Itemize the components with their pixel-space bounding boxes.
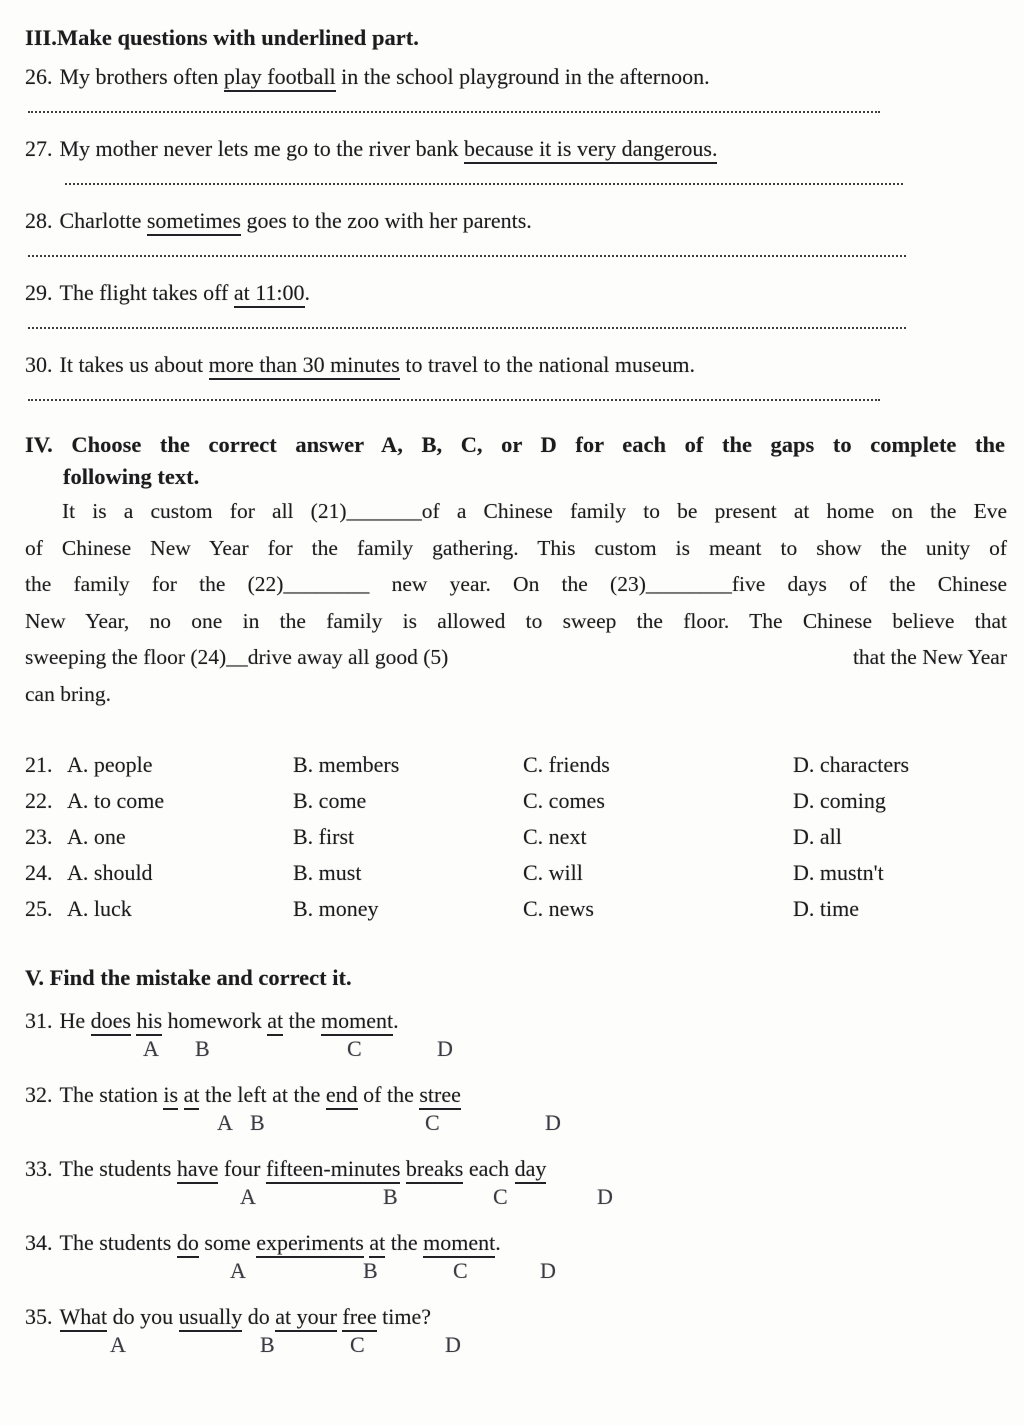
choice-letter-d: D — [597, 1184, 613, 1209]
option-b: B. members — [293, 752, 400, 777]
choice-letters-row — [25, 1036, 1000, 1066]
choice-letter-d: D — [545, 1110, 561, 1135]
section-make-questions — [25, 22, 1000, 401]
choice-letter-a: A — [230, 1258, 246, 1283]
plain-text: four — [218, 1156, 267, 1181]
choice-letter-b: B — [363, 1258, 378, 1283]
option-c: C. friends — [523, 752, 610, 777]
underlined-text: is — [163, 1082, 178, 1110]
underlined-text: moment — [321, 1008, 393, 1036]
choice-letter-d: D — [437, 1036, 453, 1061]
question-number: 27. — [25, 136, 53, 161]
choice-letter-b: B — [383, 1184, 398, 1209]
underlined-text: What — [60, 1304, 108, 1332]
question-29 — [25, 278, 1000, 308]
underlined-text: at — [184, 1082, 200, 1110]
option-a: A. should — [67, 860, 153, 885]
choice-letter-c: C — [493, 1184, 508, 1209]
plain-text: He — [59, 1008, 91, 1033]
plain-text: . — [304, 280, 311, 305]
plain-text: . — [393, 1008, 399, 1033]
paragraph-line: can bring. — [25, 681, 111, 706]
option-b: B. first — [293, 824, 355, 849]
option-d: D. characters — [793, 752, 910, 777]
underlined-text: because it is very dangerous. — [464, 136, 718, 164]
underlined-text: his — [136, 1008, 162, 1036]
question-number: 28. — [25, 208, 53, 233]
underlined-text: at — [369, 1230, 385, 1258]
plain-text: each — [463, 1156, 515, 1181]
plain-text: to travel to the national museum. — [399, 352, 695, 377]
question-text — [60, 136, 718, 164]
question-30 — [25, 350, 1000, 380]
plain-text: The students — [59, 1230, 177, 1255]
plain-text: Charlotte — [59, 208, 147, 233]
option-number: 25. — [25, 896, 53, 921]
choice-letter-b: B — [195, 1036, 210, 1061]
plain-text: the left at the — [199, 1082, 326, 1107]
underlined-text: day — [515, 1156, 547, 1184]
underlined-text: stree — [419, 1082, 461, 1110]
option-number: 24. — [25, 860, 53, 885]
question-text — [60, 1156, 547, 1184]
question-text — [60, 280, 311, 308]
section5-heading: V. Find the mistake and correct it. — [25, 965, 352, 990]
plain-text: of the — [357, 1082, 420, 1107]
underlined-text: have — [177, 1156, 219, 1184]
question-text — [60, 1230, 501, 1258]
option-row-21 — [25, 748, 1000, 784]
option-a: A. one — [67, 824, 126, 849]
option-row-22 — [25, 784, 1000, 820]
choice-letter-a: A — [110, 1332, 126, 1357]
section4-heading-line2: following text. — [63, 464, 200, 489]
question-33 — [25, 1154, 1000, 1184]
option-d: D. all — [793, 824, 842, 849]
section3-heading: III.Make questions with underlined part. — [25, 25, 419, 50]
option-a: A. to come — [67, 788, 165, 813]
option-row-24 — [25, 856, 1000, 892]
choice-letters-row — [25, 1184, 1000, 1214]
plain-text: The station — [59, 1082, 164, 1107]
question-text — [60, 1304, 431, 1332]
paragraph-line: New Year, no one in the family is allowed to sweep the floor. The Chinese believe that — [25, 608, 1007, 633]
underlined-text: more than 30 minutes — [209, 352, 400, 380]
underlined-text: breaks — [406, 1156, 463, 1184]
choice-letter-c: C — [425, 1110, 440, 1135]
answer-line — [28, 399, 880, 401]
question-number: 29. — [25, 280, 53, 305]
underlined-text: at — [267, 1008, 283, 1036]
paragraph-line — [25, 639, 1007, 676]
question-text — [60, 352, 695, 380]
answer-line — [28, 111, 880, 113]
plain-text: The flight takes off — [59, 280, 234, 305]
section4-heading-line1: IV. Choose the correct answer A, B, C, or D for each of the gaps to complete the — [25, 432, 1005, 457]
underlined-text: at your — [275, 1304, 337, 1332]
plain-text — [178, 1082, 184, 1107]
question-35 — [25, 1302, 1000, 1332]
question-27 — [25, 134, 1000, 164]
question-28 — [25, 206, 1000, 236]
underlined-text: free — [342, 1304, 376, 1332]
underlined-text: end — [326, 1082, 358, 1110]
plain-text: goes to the zoo with her parents. — [240, 208, 532, 233]
choice-letters-row — [25, 1332, 1000, 1362]
option-b: B. money — [293, 896, 379, 921]
paragraph-line-left: sweeping the floor (24)__drive away all good (5) — [25, 645, 449, 669]
plain-text: the — [283, 1008, 322, 1033]
paragraph-line: of Chinese New Year for the family gathering. This custom is meant to show the unity of — [25, 535, 1007, 560]
plain-text: It takes us about — [59, 352, 209, 377]
question-number: 34. — [25, 1230, 53, 1255]
option-c: C. next — [523, 824, 587, 849]
option-number: 23. — [25, 824, 53, 849]
underlined-text: fifteen-minutes — [266, 1156, 400, 1184]
question-text — [60, 1008, 399, 1036]
option-b: B. come — [293, 788, 367, 813]
question-31 — [25, 1006, 1000, 1036]
question-26 — [25, 62, 1000, 92]
underlined-text: sometimes — [147, 208, 241, 236]
option-row-25 — [25, 892, 1000, 928]
paragraph-line: the family for the (22)________ new year. On the (23)________five days of the Chinese — [25, 572, 1007, 596]
choice-letter-c: C — [350, 1332, 365, 1357]
paragraph-line: It is a custom for all (21)_______of a Chinese family to be present at home on the Eve — [62, 499, 1007, 523]
question-number: 35. — [25, 1304, 53, 1329]
question-number: 33. — [25, 1156, 53, 1181]
plain-text: . — [495, 1230, 501, 1255]
choice-letter-a: A — [143, 1036, 159, 1061]
question-number: 30. — [25, 352, 53, 377]
option-d: D. mustn't — [793, 860, 884, 885]
question-number: 32. — [25, 1082, 53, 1107]
gap-fill-paragraph — [25, 493, 1007, 712]
choice-letter-a: A — [240, 1184, 256, 1209]
underlined-text: moment — [423, 1230, 495, 1258]
plain-text: in the school playground in the afternoon. — [335, 64, 710, 89]
choice-letters-row — [25, 1258, 1000, 1288]
underlined-text: play football — [224, 64, 336, 92]
option-c: C. comes — [523, 788, 605, 813]
plain-text: do you — [107, 1304, 179, 1329]
choice-letter-b: B — [250, 1110, 265, 1135]
choice-letter-d: D — [540, 1258, 556, 1283]
choice-letter-a: A — [217, 1110, 233, 1135]
underlined-text: experiments — [256, 1230, 364, 1258]
answer-line — [28, 255, 906, 257]
underlined-text: does — [91, 1008, 131, 1036]
option-c: C. will — [523, 860, 583, 885]
question-34 — [25, 1228, 1000, 1258]
plain-text: My mother never lets me go to the river bank — [59, 136, 464, 161]
answer-line — [65, 183, 903, 185]
section-multiple-choice — [25, 429, 1007, 928]
choice-letter-b: B — [260, 1332, 275, 1357]
option-d: D. coming — [793, 788, 886, 813]
option-a: A. people — [67, 752, 153, 777]
plain-text: homework — [162, 1008, 268, 1033]
plain-text: The students — [59, 1156, 177, 1181]
choice-letters-row — [25, 1110, 1000, 1140]
section-find-mistake — [25, 962, 1000, 1362]
answer-line — [28, 327, 906, 329]
underlined-text: usually — [179, 1304, 243, 1332]
question-number: 26. — [25, 64, 53, 89]
choice-letter-c: C — [453, 1258, 468, 1283]
option-number: 22. — [25, 788, 53, 813]
option-c: C. news — [523, 896, 594, 921]
underlined-text: at 11:00 — [234, 280, 305, 308]
plain-text: the — [385, 1230, 424, 1255]
question-text — [60, 208, 532, 236]
option-b: B. must — [293, 860, 362, 885]
question-number: 31. — [25, 1008, 53, 1033]
choice-letter-d: D — [445, 1332, 461, 1357]
option-row-23 — [25, 820, 1000, 856]
plain-text: some — [198, 1230, 257, 1255]
question-text — [60, 64, 710, 92]
choice-letter-c: C — [347, 1036, 362, 1061]
question-32 — [25, 1080, 1000, 1110]
options-block — [25, 748, 1000, 928]
plain-text: My brothers often — [59, 64, 224, 89]
plain-text: do — [242, 1304, 276, 1329]
option-number: 21. — [25, 752, 53, 777]
question-text — [60, 1082, 461, 1110]
underlined-text: do — [177, 1230, 199, 1258]
plain-text: time? — [376, 1304, 431, 1329]
option-d: D. time — [793, 896, 859, 921]
paragraph-line-right: that the New Year — [852, 645, 1007, 669]
option-a: A. luck — [67, 896, 132, 921]
